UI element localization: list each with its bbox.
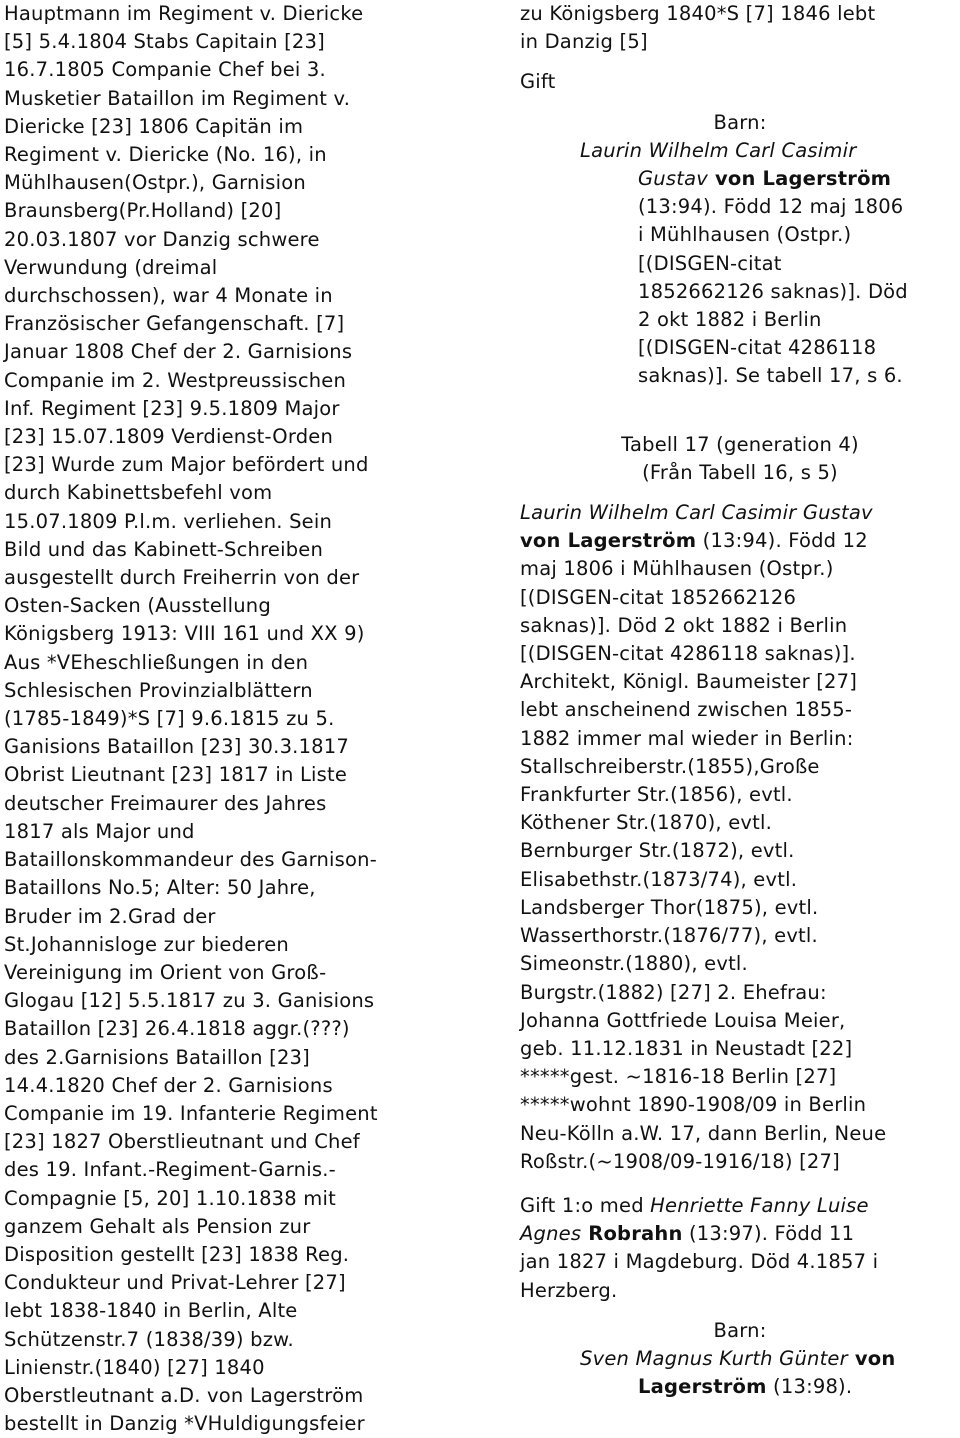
text-line: [23] 15.07.1809 Verdienst-Orden — [4, 425, 334, 449]
person-detail-line: [(DISGEN-citat 4286118 saknas)]. — [520, 642, 856, 666]
text-line: des 19. Infant.-Regiment-Garnis.- — [4, 1158, 336, 1182]
text-line: Bataillon [23] 26.4.1818 aggr.(???) — [4, 1017, 350, 1041]
person-detail-line: Johanna Gottfriede Louisa Meier, — [520, 1008, 846, 1032]
text-line: Braunsberg(Pr.Holland) [20] — [4, 199, 282, 223]
intro-line: zu Königsberg 1840*S [7] 1846 lebt — [520, 2, 876, 25]
children-label: Barn: — [713, 110, 767, 134]
marriage-detail: Herzberg. — [520, 1278, 618, 1302]
text-line: Companie im 19. Infanterie Regiment — [4, 1101, 378, 1125]
text-line: Französischer Gefangenschaft. [7] — [4, 312, 345, 336]
text-line: 14.4.1820 Chef der 2. Garnisions — [4, 1073, 333, 1097]
person-detail-line: Architekt, Königl. Baumeister [27] — [520, 670, 858, 694]
text-line: Januar 1808 Chef der 2. Garnisions — [4, 340, 353, 364]
text-line: Inf. Regiment [23] 9.5.1809 Major — [4, 396, 340, 420]
text-line: St.Johannisloge zur biederen — [4, 932, 289, 956]
text-line: Ganisions Bataillon [23] 30.3.1817 — [4, 735, 349, 759]
person-detail-line: Bernburger Str.(1872), evtl. — [520, 839, 795, 863]
text-line: Osten-Sacken (Ausstellung — [4, 594, 271, 618]
child1-detail-line: saknas)]. Se tabell 17, s 6. — [638, 364, 903, 388]
right-column — [520, 0, 960, 1401]
text-line: Oberstleutnant a.D. von Lagerström — [4, 1383, 364, 1407]
person-detail-line: 1882 immer mal wieder in Berlin: — [520, 726, 854, 750]
table-heading: Tabell 17 (generation 4) — [621, 432, 859, 456]
text-line: [5] 5.4.1804 Stabs Capitain [23] — [4, 30, 325, 54]
child1-name-2: Gustav von Lagerström — [638, 167, 892, 191]
child2-name: Sven Magnus Kurth Günter von — [580, 1346, 896, 1370]
person-detail-line: Simeonstr.(1880), evtl. — [520, 952, 748, 976]
text-line: Königsberg 1913: VIII 161 und XX 9) — [4, 622, 365, 646]
person-detail-line: Roßstr.(~1908/09-1916/18) [27] — [520, 1149, 840, 1173]
text-line: bestellt in Danzig *VHuldigungsfeier — [4, 1412, 365, 1436]
person-detail-line: Elisabethstr.(1873/74), evtl. — [520, 867, 798, 891]
text-line: des 2.Garnisions Bataillon [23] — [4, 1045, 310, 1069]
text-line: Bataillonskommandeur des Garnison- — [4, 848, 377, 872]
child1-detail-line: (13:94). Född 12 maj 1806 — [638, 195, 904, 219]
text-line: Bataillons No.5; Alter: 50 Jahre, — [4, 876, 316, 900]
person-detail-line: lebt anscheinend zwischen 1855- — [520, 698, 853, 722]
text-line: Aus *VEheschließungen in den — [4, 650, 309, 674]
child1-detail-line: i Mühlhausen (Ostpr.) — [638, 223, 852, 247]
person-detail-line: Burgstr.(1882) [27] 2. Ehefrau: — [520, 980, 827, 1004]
person-name: Laurin Wilhelm Carl Casimir Gustav — [520, 501, 873, 525]
text-line: Vereinigung im Orient von Groß- — [4, 960, 327, 984]
text-line: Schlesischen Provinzialblättern — [4, 678, 313, 702]
table-subheading: (Från Tabell 16, s 5) — [642, 460, 838, 484]
marriage-line: Gift 1:o med Henriette Fanny Luise — [520, 1193, 869, 1217]
text-line: Musketier Bataillon im Regiment v. — [4, 86, 351, 110]
child2-name-2: Lagerström (13:98). — [638, 1375, 853, 1399]
text-line: durchschossen), war 4 Monate in — [4, 284, 333, 308]
left-column — [4, 0, 456, 1438]
person-detail-line: Stallschreiberstr.(1855),Große — [520, 754, 820, 778]
person-detail-line: saknas)]. Död 2 okt 1882 i Berlin — [520, 613, 848, 637]
child1-detail-line: [(DISGEN-citat — [638, 251, 782, 275]
child1-name: Laurin Wilhelm Carl Casimir — [580, 138, 857, 162]
child1-detail-line: [(DISGEN-citat 4286118 — [638, 336, 877, 360]
person-detail-line: maj 1806 i Mühlhausen (Ostpr.) — [520, 557, 834, 581]
text-line: Mühlhausen(Ostpr.), Garnision — [4, 171, 306, 195]
text-line: Linienstr.(1840) [27] 1840 — [4, 1355, 265, 1379]
text-line: Regiment v. Diericke (No. 16), in — [4, 143, 327, 167]
text-line: [23] 1827 Oberstlieutnant und Chef — [4, 1130, 360, 1154]
text-line: 15.07.1809 P.l.m. verliehen. Sein — [4, 509, 333, 533]
person-details — [520, 555, 960, 1175]
person-detail-line: Köthener Str.(1870), evtl. — [520, 811, 773, 835]
text-line: (1785-1849)*S [7] 9.6.1815 zu 5. — [4, 707, 335, 731]
person-detail-line: Frankfurter Str.(1856), evtl. — [520, 783, 793, 807]
marriage-line-2: Agnes Robrahn (13:97). Född 11 — [520, 1222, 855, 1246]
children-label-2: Barn: — [713, 1318, 767, 1342]
person-surname-line: von Lagerström (13:94). Född 12 — [520, 529, 868, 553]
person-detail-line: geb. 11.12.1831 in Neustadt [22] — [520, 1036, 853, 1060]
text-line: Bruder im 2.Grad der — [4, 904, 216, 928]
text-line: Verwundung (dreimal — [4, 255, 218, 279]
text-line: ganzem Gehalt als Pension zur — [4, 1214, 311, 1238]
text-line: Disposition gestellt [23] 1838 Reg. — [4, 1242, 350, 1266]
person-detail-line: Landsberger Thor(1875), evtl. — [520, 895, 819, 919]
text-line: [23] Wurde zum Major befördert und — [4, 453, 369, 477]
child1-detail-line: 2 okt 1882 i Berlin — [638, 308, 822, 332]
intro-line: in Danzig [5] — [520, 30, 648, 54]
text-line: Schützenstr.7 (1838/39) bzw. — [4, 1327, 294, 1351]
text-line: Glogau [12] 5.5.1817 zu 3. Ganisions — [4, 989, 375, 1013]
marriage-detail: jan 1827 i Magdeburg. Död 4.1857 i — [520, 1250, 879, 1274]
person-detail-line: Neu-Kölln a.W. 17, dann Berlin, Neue — [520, 1121, 887, 1145]
text-line: deutscher Freimaurer des Jahres — [4, 791, 327, 815]
person-detail-line: *****gest. ~1816-18 Berlin [27] — [520, 1065, 837, 1089]
text-line: 16.7.1805 Companie Chef bei 3. — [4, 58, 326, 82]
text-line: Compagnie [5, 20] 1.10.1838 mit — [4, 1186, 336, 1210]
text-line: Hauptmann im Regiment v. Diericke — [4, 2, 364, 25]
person-detail-line: *****wohnt 1890-1908/09 in Berlin — [520, 1093, 867, 1117]
text-line: lebt 1838-1840 in Berlin, Alte — [4, 1299, 298, 1323]
person-detail-line: [(DISGEN-citat 1852662126 — [520, 585, 797, 609]
text-line: 1817 als Major und — [4, 819, 195, 843]
text-line: Diericke [23] 1806 Capitän im — [4, 114, 304, 138]
child1-detail-line: 1852662126 saknas)]. Död — [638, 279, 908, 303]
text-line: Bild und das Kabinett-Schreiben — [4, 537, 324, 561]
text-line: Condukteur und Privat-Lehrer [27] — [4, 1271, 346, 1295]
child1-details — [520, 193, 960, 390]
text-line: ausgestellt durch Freiherrin von der — [4, 566, 360, 590]
text-line: Obrist Lieutnant [23] 1817 in Liste — [4, 763, 348, 787]
text-line: Companie im 2. Westpreussischen — [4, 368, 347, 392]
text-line: 20.03.1807 vor Danzig schwere — [4, 227, 320, 251]
text-line: durch Kabinettsbefehl vom — [4, 481, 273, 505]
person-detail-line: Wasserthorstr.(1876/77), evtl. — [520, 924, 818, 948]
gift-label: Gift — [520, 70, 556, 94]
